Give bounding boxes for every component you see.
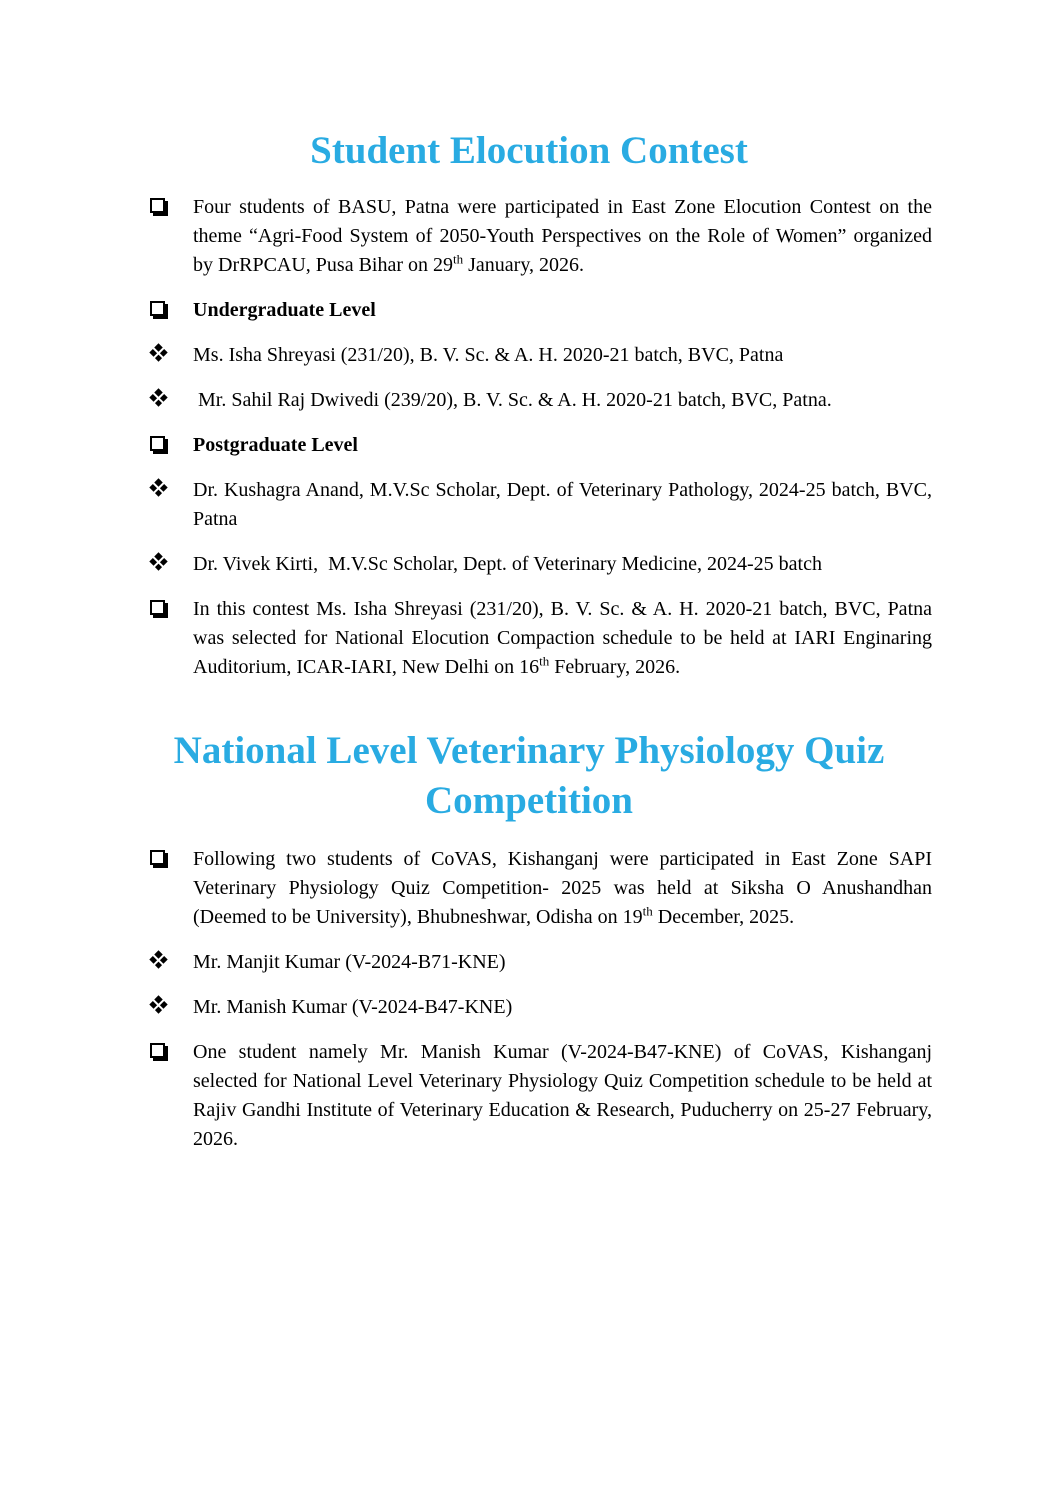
text-segment: December, 2025.: [652, 906, 795, 928]
paragraph-text: Dr. Kushagra Anand, M.V.Sc Scholar, Dept. of Veterinary Pathology, 2024-25 batch, BVC, Patna: [193, 479, 932, 530]
list-item: [150, 341, 932, 370]
bullet-cell: [150, 1038, 193, 1063]
square-bullet-icon: [150, 301, 165, 316]
section-title-quiz-competition: National Level Veterinary Physiology Quiz Competition: [173, 729, 885, 822]
bullet-cell: [150, 948, 193, 966]
bullet-cell: [150, 386, 193, 404]
heading-undergraduate-level: Undergraduate Level: [193, 299, 376, 321]
paragraph-text: Mr. Sahil Raj Dwivedi (239/20), B. V. Sc. & A. H. 2020-21 batch, BVC, Patna.: [193, 389, 832, 411]
square-bullet-icon: [150, 600, 165, 615]
list-item: [150, 993, 932, 1022]
superscript: th: [642, 903, 653, 919]
list-item: [150, 296, 932, 325]
square-bullet-icon: [150, 1043, 165, 1058]
bullet-cell: [150, 296, 193, 321]
paragraph-text: [193, 193, 932, 280]
bullet-cell: [150, 193, 193, 218]
superscript: th: [539, 653, 550, 669]
diamond-bullet-icon: [149, 552, 167, 570]
text-segment: February, 2026.: [549, 656, 681, 678]
square-bullet-icon: [150, 436, 165, 451]
list-item: [150, 550, 932, 579]
list-item: [150, 476, 932, 534]
list-item: [150, 948, 932, 977]
list-item: [150, 431, 932, 460]
square-bullet-icon: [150, 198, 165, 213]
text-segment: Following two students of CoVAS, Kishanganj were participated in East Zone SAPI Veterinary Physiology Quiz Competition- 2025 was held at Siksha O Anushandhan (Deemed to be University), Bhubneshwar, Odisha on 19: [193, 848, 932, 928]
bullet-cell: [150, 993, 193, 1011]
text-segment: In this contest Ms. Isha Shreyasi (231/20), B. V. Sc. & A. H. 2020-21 batch, BVC, Patna was selected for National Elocution Compaction schedule to be held at IARI Enginaring Auditorium, ICAR-IARI, New Delhi on 16: [193, 598, 932, 678]
bullet-cell: [150, 595, 193, 620]
diamond-bullet-icon: [149, 388, 167, 406]
diamond-bullet-icon: [149, 995, 167, 1013]
bullet-cell: [150, 845, 193, 870]
bullet-cell: [150, 431, 193, 456]
bullet-cell: [150, 341, 193, 359]
paragraph-text: Ms. Isha Shreyasi (231/20), B. V. Sc. & A. H. 2020-21 batch, BVC, Patna: [193, 344, 784, 366]
list-item: [150, 1038, 932, 1154]
superscript: th: [453, 251, 464, 267]
paragraph-text: [193, 595, 932, 682]
bullet-cell: [150, 476, 193, 494]
paragraph-text: Mr. Manjit Kumar (V-2024-B71-KNE): [193, 951, 506, 973]
paragraph-text: One student namely Mr. Manish Kumar (V-2024-B47-KNE) of CoVAS, Kishanganj selected for National Level Veterinary Physiology Quiz Competition schedule to be held at Rajiv Gandhi Institute of Veterinary Education & Research, Puducherry on 25-27 February, 2026.: [193, 1041, 932, 1150]
paragraph-text: Mr. Manish Kumar (V-2024-B47-KNE): [193, 996, 513, 1018]
section-elocution-content: [150, 193, 932, 682]
list-item: [150, 595, 932, 682]
heading-postgraduate-level: Postgraduate Level: [193, 434, 358, 456]
paragraph-text: [193, 845, 932, 932]
section-quiz-content: [150, 845, 932, 1154]
square-bullet-icon: [150, 850, 165, 865]
text-segment: January, 2026.: [463, 254, 585, 276]
diamond-bullet-icon: [149, 478, 167, 496]
list-item: [150, 386, 932, 415]
diamond-bullet-icon: [149, 343, 167, 361]
list-item: [150, 193, 932, 280]
list-item: [150, 845, 932, 932]
text-segment: Four students of BASU, Patna were participated in East Zone Elocution Contest on the theme “Agri-Food System of 2050-Youth Perspectives on the Role of Women” organized by DrRPCAU, Pusa Bihar on 29: [193, 196, 932, 276]
section-title-elocution: Student Elocution Contest: [310, 129, 748, 172]
diamond-bullet-icon: [149, 950, 167, 968]
bullet-cell: [150, 550, 193, 568]
paragraph-text: Dr. Vivek Kirti, M.V.Sc Scholar, Dept. of Veterinary Medicine, 2024-25 batch: [193, 553, 822, 575]
